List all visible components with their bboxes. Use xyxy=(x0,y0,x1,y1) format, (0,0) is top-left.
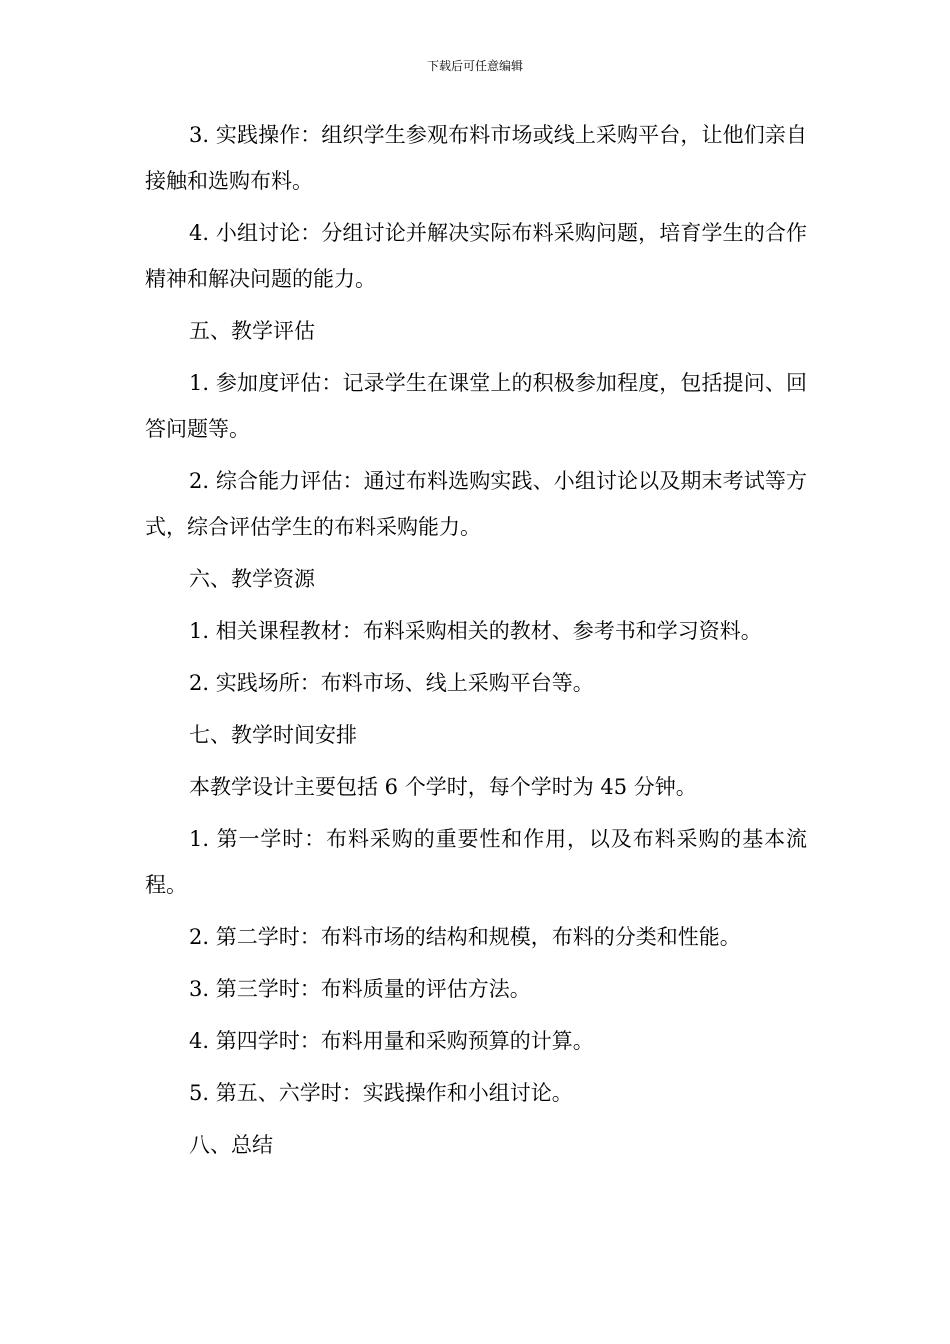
paragraph-course-materials: 1. 相关课程教材：布料采购相关的教材、参考书和学习资料。 xyxy=(189,619,762,643)
section-heading-summary: 八、总结 xyxy=(189,1133,273,1157)
paragraph-practice-venue: 2. 实践场所：布料市场、线上采购平台等。 xyxy=(189,671,594,695)
section-heading-schedule: 七、教学时间安排 xyxy=(189,723,357,747)
page-header-note: 下载后可任意编辑 xyxy=(426,59,523,73)
paragraph-practice-operation: 3. 实践操作：组织学生参观布料市场或线上采购平台，让他们亲自接触和选购布料。 xyxy=(145,123,807,193)
paragraph-schedule-intro: 本教学设计主要包括 6 个学时，每个学时为 45 分钟。 xyxy=(189,775,697,799)
section-heading-resources: 六、教学资源 xyxy=(189,567,315,591)
paragraph-participation-evaluation: 1. 参加度评估：记录学生在课堂上的积极参加程度，包括提问、回答问题等。 xyxy=(145,371,807,441)
paragraph-group-discussion: 4. 小组讨论：分组讨论并解决实际布料采购问题，培育学生的合作精神和解决问题的能力。 xyxy=(145,221,807,291)
paragraph-hour-3: 3. 第三学时：布料质量的评估方法。 xyxy=(189,977,531,1001)
paragraph-hour-5-6: 5. 第五、六学时：实践操作和小组讨论。 xyxy=(189,1081,573,1105)
section-heading-evaluation: 五、教学评估 xyxy=(189,319,315,343)
paragraph-hour-2: 2. 第二学时：布料市场的结构和规模，布料的分类和性能。 xyxy=(189,925,741,949)
paragraph-hour-4: 4. 第四学时：布料用量和采购预算的计算。 xyxy=(189,1029,594,1053)
paragraph-hour-1: 1. 第一学时：布料采购的重要性和作用，以及布料采购的基本流程。 xyxy=(145,827,807,897)
paragraph-ability-evaluation: 2. 综合能力评估：通过布料选购实践、小组讨论以及期末考试等方式，综合评估学生的布料采购能力。 xyxy=(145,469,807,539)
document-body xyxy=(145,112,807,1174)
